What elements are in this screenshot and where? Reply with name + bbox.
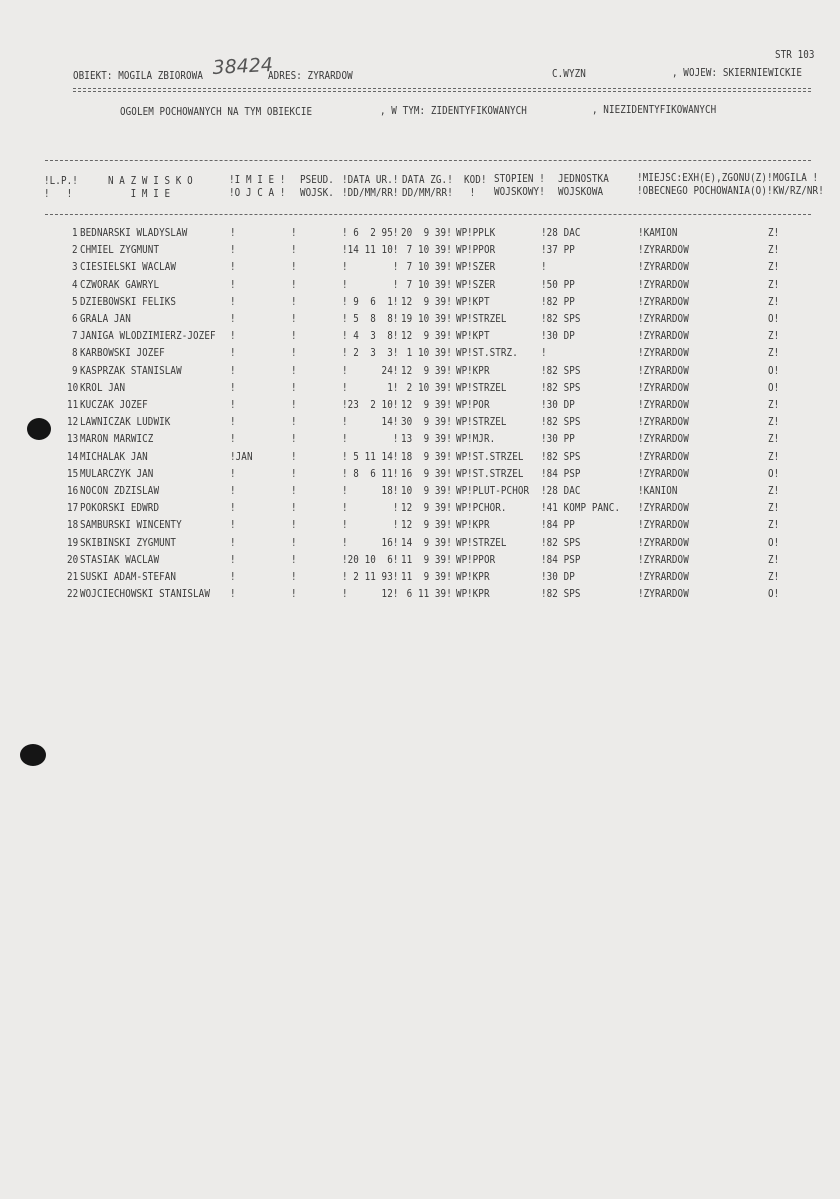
- row-birth-date: ! !: [342, 261, 399, 274]
- row-place: !ZYRARDOW: [638, 381, 689, 394]
- row-death-date: 12 9 39!: [401, 502, 452, 515]
- row-rank: !ST.STRZ.: [467, 347, 518, 360]
- row-unit: !37 PP: [541, 244, 575, 257]
- row-death-date: 10 9 39!: [401, 485, 452, 497]
- row-father: !: [230, 364, 236, 377]
- row-birth-date: ! 2 11 93!: [342, 571, 399, 583]
- page-number: STR 103: [775, 49, 815, 61]
- row-code: WP: [456, 553, 468, 566]
- row-father: !: [230, 571, 236, 583]
- row-place: !ZYRARDOW: [638, 295, 689, 308]
- row-rank: !KPR: [467, 519, 490, 532]
- row-rank: !PLUT-PCHOR: [467, 485, 530, 497]
- row-death-date: 7 10 39!: [401, 244, 452, 257]
- row-lp: 3: [72, 261, 79, 274]
- row-code: WP: [456, 399, 468, 411]
- row-grave: Z!: [768, 261, 780, 274]
- row-unit: !82 SPS: [541, 381, 581, 394]
- row-pseudonym: !: [291, 519, 297, 532]
- row-father: !: [230, 313, 236, 325]
- row-rank: !ST.STRZEL: [467, 450, 524, 463]
- row-birth-date: ! !: [342, 502, 399, 515]
- row-death-date: 12 9 39!: [401, 330, 452, 343]
- row-unit: !84 PSP: [541, 467, 581, 480]
- row-death-date: 12 9 39!: [401, 295, 452, 308]
- row-code: WP: [456, 433, 468, 446]
- row-rank: !MJR.: [467, 433, 496, 446]
- row-place: !ZYRARDOW: [638, 313, 689, 325]
- row-lp: 12: [66, 416, 79, 429]
- row-birth-date: ! 1!: [342, 381, 399, 394]
- row-code: WP: [456, 261, 468, 274]
- row-unit: !: [541, 261, 547, 274]
- row-pseudonym: !: [291, 502, 297, 515]
- punch-hole-bottom: [20, 744, 46, 766]
- row-death-date: 12 9 39!: [401, 364, 452, 377]
- row-name: SUSKI ADAM-STEFAN: [80, 571, 177, 583]
- row-birth-date: ! 8 6 11!: [342, 467, 399, 480]
- row-father: !: [230, 244, 236, 257]
- row-pseudonym: !: [291, 244, 297, 257]
- row-place: !ZYRARDOW: [638, 553, 689, 566]
- row-name: DZIEBOWSKI FELIKS: [80, 295, 177, 308]
- row-unit: !28 DAC: [541, 227, 581, 239]
- row-father: !: [230, 588, 236, 601]
- row-lp: 2: [72, 244, 79, 257]
- row-birth-date: ! !: [342, 278, 399, 291]
- row-grave: O!: [768, 364, 780, 377]
- row-rank: !KPT: [467, 295, 490, 308]
- row-birth-date: ! 6 2 95!: [342, 227, 399, 239]
- table-top-rule: [45, 160, 811, 161]
- row-grave: Z!: [768, 244, 780, 257]
- row-rank: !STRZEL: [467, 536, 507, 549]
- col-place: !MIEJSC:EXH(E),ZGONU(Z)! !OBECNEGO POCHOWANIA(O)!: [637, 172, 773, 197]
- row-lp: 11: [66, 399, 79, 411]
- row-grave: Z!: [768, 450, 780, 463]
- row-pseudonym: !: [291, 295, 297, 308]
- row-code: WP: [456, 588, 468, 601]
- row-code: WP: [456, 313, 468, 325]
- row-place: !ZYRARDOW: [638, 467, 689, 480]
- address-label: ADRES: ZYRARDOW: [268, 70, 353, 82]
- row-pseudonym: !: [291, 467, 297, 480]
- row-lp: 9: [72, 364, 79, 377]
- row-birth-date: ! 9 6 1!: [342, 295, 399, 308]
- summary-unidentified: , NIEZIDENTYFIKOWANYCH: [592, 104, 717, 116]
- row-pseudonym: !: [291, 330, 297, 343]
- col-code: KOD! !: [464, 174, 487, 199]
- row-name: MULARCZYK JAN: [80, 467, 154, 480]
- row-death-date: 11 9 39!: [401, 553, 452, 566]
- row-lp: 4: [72, 278, 79, 291]
- row-place: !KAMION: [638, 227, 678, 239]
- row-name: KUCZAK JOZEF: [80, 399, 148, 411]
- row-name: MARON MARWICZ: [80, 433, 154, 446]
- row-place: !ZYRARDOW: [638, 571, 689, 583]
- row-name: BEDNARSKI WLADYSLAW: [80, 227, 188, 239]
- row-place: !ZYRARDOW: [638, 416, 689, 429]
- row-death-date: 7 10 39!: [401, 261, 452, 274]
- row-lp: 5: [72, 295, 79, 308]
- row-birth-date: ! 16!: [342, 536, 399, 549]
- row-father: !: [230, 278, 236, 291]
- row-birth-date: ! 2 3 3!: [342, 347, 399, 360]
- row-pseudonym: !: [291, 227, 297, 239]
- row-grave: Z!: [768, 399, 780, 411]
- row-death-date: 12 9 39!: [401, 519, 452, 532]
- row-unit: !82 SPS: [541, 416, 581, 429]
- row-lp: 14: [66, 450, 79, 463]
- row-pseudonym: !: [291, 399, 297, 411]
- row-code: WP: [456, 467, 468, 480]
- row-place: !ZYRARDOW: [638, 347, 689, 360]
- row-birth-date: !14 11 10!: [342, 244, 399, 257]
- row-name: SKIBINSKI ZYGMUNT: [80, 536, 177, 549]
- row-pseudonym: !: [291, 313, 297, 325]
- row-name: CHMIEL ZYGMUNT: [80, 244, 160, 257]
- row-code: WP: [456, 364, 468, 377]
- row-name: GRALA JAN: [80, 313, 131, 325]
- row-lp: 16: [66, 485, 79, 497]
- summary-identified: , W TYM: ZIDENTYFIKOWANYCH: [380, 105, 527, 117]
- row-birth-date: ! !: [342, 433, 399, 446]
- row-name: SAMBURSKI WINCENTY: [80, 519, 182, 532]
- col-unit: JEDNOSTKA WOJSKOWA: [558, 173, 609, 198]
- row-father: !: [230, 553, 236, 566]
- row-grave: O!: [768, 588, 780, 601]
- row-unit: !28 DAC: [541, 485, 581, 497]
- row-name: STASIAK WACLAW: [80, 553, 160, 566]
- col-death-date: DATA ZG.! DD/MM/RR!: [402, 174, 453, 199]
- row-place: !ZYRARDOW: [638, 536, 689, 549]
- row-code: WP: [456, 502, 468, 515]
- row-grave: O!: [768, 467, 780, 480]
- row-place: !KANION: [638, 485, 678, 497]
- row-place: !ZYRARDOW: [638, 588, 689, 601]
- row-rank: !PPOR: [467, 553, 496, 566]
- row-father: !: [230, 433, 236, 446]
- row-death-date: 18 9 39!: [401, 450, 452, 463]
- row-father: !: [230, 485, 236, 497]
- row-grave: O!: [768, 313, 780, 325]
- punch-hole-top: [27, 418, 51, 440]
- row-father: !: [230, 295, 236, 308]
- row-grave: Z!: [768, 502, 780, 515]
- row-rank: !STRZEL: [467, 313, 507, 325]
- header-divider: [73, 88, 811, 92]
- row-place: !ZYRARDOW: [638, 519, 689, 532]
- col-grave: MOGILA ! KW/RZ/NR!: [773, 172, 824, 197]
- row-death-date: 12 9 39!: [401, 399, 452, 411]
- row-grave: Z!: [768, 485, 780, 497]
- row-grave: Z!: [768, 347, 780, 360]
- row-lp: 6: [72, 313, 79, 325]
- row-pseudonym: !: [291, 536, 297, 549]
- row-lp: 19: [66, 536, 79, 549]
- row-father: !JAN: [230, 450, 253, 463]
- row-father: !: [230, 536, 236, 549]
- row-father: !: [230, 502, 236, 515]
- row-code: WP: [456, 227, 468, 239]
- row-name: KARBOWSKI JOZEF: [80, 347, 165, 360]
- row-unit: !82 SPS: [541, 450, 581, 463]
- row-unit: !82 SPS: [541, 536, 581, 549]
- row-death-date: 6 11 39!: [401, 588, 452, 601]
- row-grave: Z!: [768, 295, 780, 308]
- row-unit: !30 PP: [541, 433, 575, 446]
- row-code: WP: [456, 295, 468, 308]
- row-pseudonym: !: [291, 347, 297, 360]
- row-name: KROL JAN: [80, 381, 126, 394]
- row-grave: Z!: [768, 519, 780, 532]
- row-lp: 7: [72, 330, 79, 343]
- row-pseudonym: !: [291, 416, 297, 429]
- row-grave: Z!: [768, 416, 780, 429]
- row-birth-date: ! 4 3 8!: [342, 330, 399, 343]
- row-unit: !50 PP: [541, 278, 575, 291]
- row-father: !: [230, 399, 236, 411]
- row-pseudonym: !: [291, 278, 297, 291]
- row-code: WP: [456, 244, 468, 257]
- row-lp: 15: [66, 467, 79, 480]
- row-name: KASPRZAK STANISLAW: [80, 364, 182, 377]
- row-unit: !41 KOMP PANC.: [541, 502, 621, 515]
- row-birth-date: !20 10 6!: [342, 553, 399, 566]
- row-lp: 20: [66, 553, 79, 566]
- row-grave: Z!: [768, 433, 780, 446]
- col-father: !I M I E ! !O J C A !: [229, 174, 286, 199]
- row-name: WOJCIECHOWSKI STANISLAW: [80, 588, 210, 601]
- row-father: !: [230, 467, 236, 480]
- row-death-date: 14 9 39!: [401, 536, 452, 549]
- row-death-date: 30 9 39!: [401, 416, 452, 429]
- row-rank: !ST.STRZEL: [467, 467, 524, 480]
- row-grave: O!: [768, 381, 780, 394]
- row-unit: !30 DP: [541, 330, 575, 343]
- row-unit: !30 DP: [541, 399, 575, 411]
- col-pseudonym: PSEUD. WOJSK.: [300, 174, 334, 199]
- row-code: WP: [456, 416, 468, 429]
- row-code: WP: [456, 347, 468, 360]
- row-birth-date: ! 14!: [342, 416, 399, 429]
- row-lp: 1: [72, 227, 79, 239]
- row-unit: !82 SPS: [541, 588, 581, 601]
- row-father: !: [230, 227, 236, 239]
- row-lp: 8: [72, 347, 79, 360]
- row-death-date: 11 9 39!: [401, 571, 452, 583]
- row-death-date: 19 10 39!: [401, 313, 452, 325]
- row-code: WP: [456, 571, 468, 583]
- row-code: WP: [456, 485, 468, 497]
- row-rank: !STRZEL: [467, 381, 507, 394]
- row-pseudonym: !: [291, 261, 297, 274]
- row-name: CIESIELSKI WACLAW: [80, 261, 177, 274]
- row-death-date: 20 9 39!: [401, 227, 452, 239]
- row-rank: !SZER: [467, 278, 496, 291]
- row-father: !: [230, 519, 236, 532]
- row-code: WP: [456, 330, 468, 343]
- row-grave: Z!: [768, 330, 780, 343]
- row-lp: 21: [66, 571, 79, 583]
- object-label: OBIEKT: MOGILA ZBIOROWA: [73, 70, 203, 82]
- row-rank: !KPR: [467, 588, 490, 601]
- row-name: LAWNICZAK LUDWIK: [80, 416, 171, 429]
- row-death-date: 16 9 39!: [401, 467, 452, 480]
- row-grave: Z!: [768, 227, 780, 239]
- row-unit: !82 SPS: [541, 313, 581, 325]
- row-birth-date: ! !: [342, 519, 399, 532]
- row-birth-date: ! 24!: [342, 364, 399, 377]
- row-lp: 22: [66, 588, 79, 601]
- row-pseudonym: !: [291, 571, 297, 583]
- row-pseudonym: !: [291, 364, 297, 377]
- row-father: !: [230, 416, 236, 429]
- row-place: !ZYRARDOW: [638, 399, 689, 411]
- row-code: WP: [456, 536, 468, 549]
- row-code: WP: [456, 278, 468, 291]
- row-rank: !STRZEL: [467, 416, 507, 429]
- row-grave: O!: [768, 536, 780, 549]
- row-birth-date: ! 5 8 8!: [342, 313, 399, 325]
- row-code: WP: [456, 519, 468, 532]
- row-father: !: [230, 381, 236, 394]
- row-place: !ZYRARDOW: [638, 244, 689, 257]
- row-unit: !82 SPS: [541, 364, 581, 377]
- row-birth-date: ! 18!: [342, 485, 399, 497]
- row-birth-date: ! 5 11 14!: [342, 450, 399, 463]
- row-grave: Z!: [768, 278, 780, 291]
- row-grave: Z!: [768, 553, 780, 566]
- row-code: WP: [456, 450, 468, 463]
- row-place: !ZYRARDOW: [638, 261, 689, 274]
- row-name: POKORSKI EDWRD: [80, 502, 160, 515]
- row-lp: 18: [66, 519, 79, 532]
- row-place: !ZYRARDOW: [638, 450, 689, 463]
- row-unit: !: [541, 347, 547, 360]
- row-rank: !SZER: [467, 261, 496, 274]
- row-birth-date: !23 2 10!: [342, 399, 399, 411]
- row-death-date: 7 10 39!: [401, 278, 452, 291]
- row-unit: !82 PP: [541, 295, 575, 308]
- row-unit: !30 DP: [541, 571, 575, 583]
- row-unit: !84 PP: [541, 519, 575, 532]
- row-place: !ZYRARDOW: [638, 278, 689, 291]
- row-death-date: 2 10 39!: [401, 381, 452, 394]
- row-code: WP: [456, 381, 468, 394]
- table-header-rule: [45, 214, 811, 215]
- row-rank: !KPT: [467, 330, 490, 343]
- row-death-date: 13 9 39!: [401, 433, 452, 446]
- row-death-date: 1 10 39!: [401, 347, 452, 360]
- row-place: !ZYRARDOW: [638, 502, 689, 515]
- row-name: NOCON ZDZISLAW: [80, 485, 160, 497]
- row-pseudonym: !: [291, 450, 297, 463]
- row-rank: !PCHOR.: [467, 502, 507, 515]
- col-birth-date: !DATA UR.! !DD/MM/RR!: [342, 174, 399, 199]
- row-pseudonym: !: [291, 485, 297, 497]
- row-name: CZWORAK GAWRYL: [80, 278, 160, 291]
- col-lp: !L.P.! ! !: [44, 175, 78, 200]
- summary-total: OGOLEM POCHOWANYCH NA TYM OBIEKCIE: [120, 106, 313, 118]
- place-label: C.WYZN: [552, 68, 586, 80]
- row-place: !ZYRARDOW: [638, 330, 689, 343]
- row-birth-date: ! 12!: [342, 588, 399, 601]
- col-name: N A Z W I S K O I M I E: [108, 175, 193, 200]
- row-name: JANIGA WLODZIMIERZ-JOZEF: [80, 330, 216, 343]
- row-pseudonym: !: [291, 553, 297, 566]
- voivodeship-label: , WOJEW: SKIERNIEWICKIE: [672, 67, 802, 79]
- row-pseudonym: !: [291, 588, 297, 601]
- row-rank: !POR: [467, 399, 490, 411]
- row-place: !ZYRARDOW: [638, 364, 689, 377]
- row-rank: !KPR: [467, 571, 490, 583]
- row-father: !: [230, 261, 236, 274]
- row-place: !ZYRARDOW: [638, 433, 689, 446]
- row-pseudonym: !: [291, 381, 297, 394]
- object-number-handwritten: 38424: [212, 53, 274, 79]
- col-rank: STOPIEN ! WOJSKOWY!: [494, 173, 545, 198]
- row-rank: !KPR: [467, 364, 490, 377]
- row-grave: Z!: [768, 571, 780, 583]
- row-name: MICHALAK JAN: [80, 450, 148, 463]
- row-father: !: [230, 330, 236, 343]
- row-lp: 10: [66, 381, 79, 394]
- row-pseudonym: !: [291, 433, 297, 446]
- row-lp: 13: [66, 433, 79, 446]
- row-rank: !PPOR: [467, 244, 496, 257]
- row-lp: 17: [66, 502, 79, 515]
- row-unit: !84 PSP: [541, 553, 581, 566]
- row-father: !: [230, 347, 236, 360]
- row-rank: !PPLK: [467, 227, 496, 239]
